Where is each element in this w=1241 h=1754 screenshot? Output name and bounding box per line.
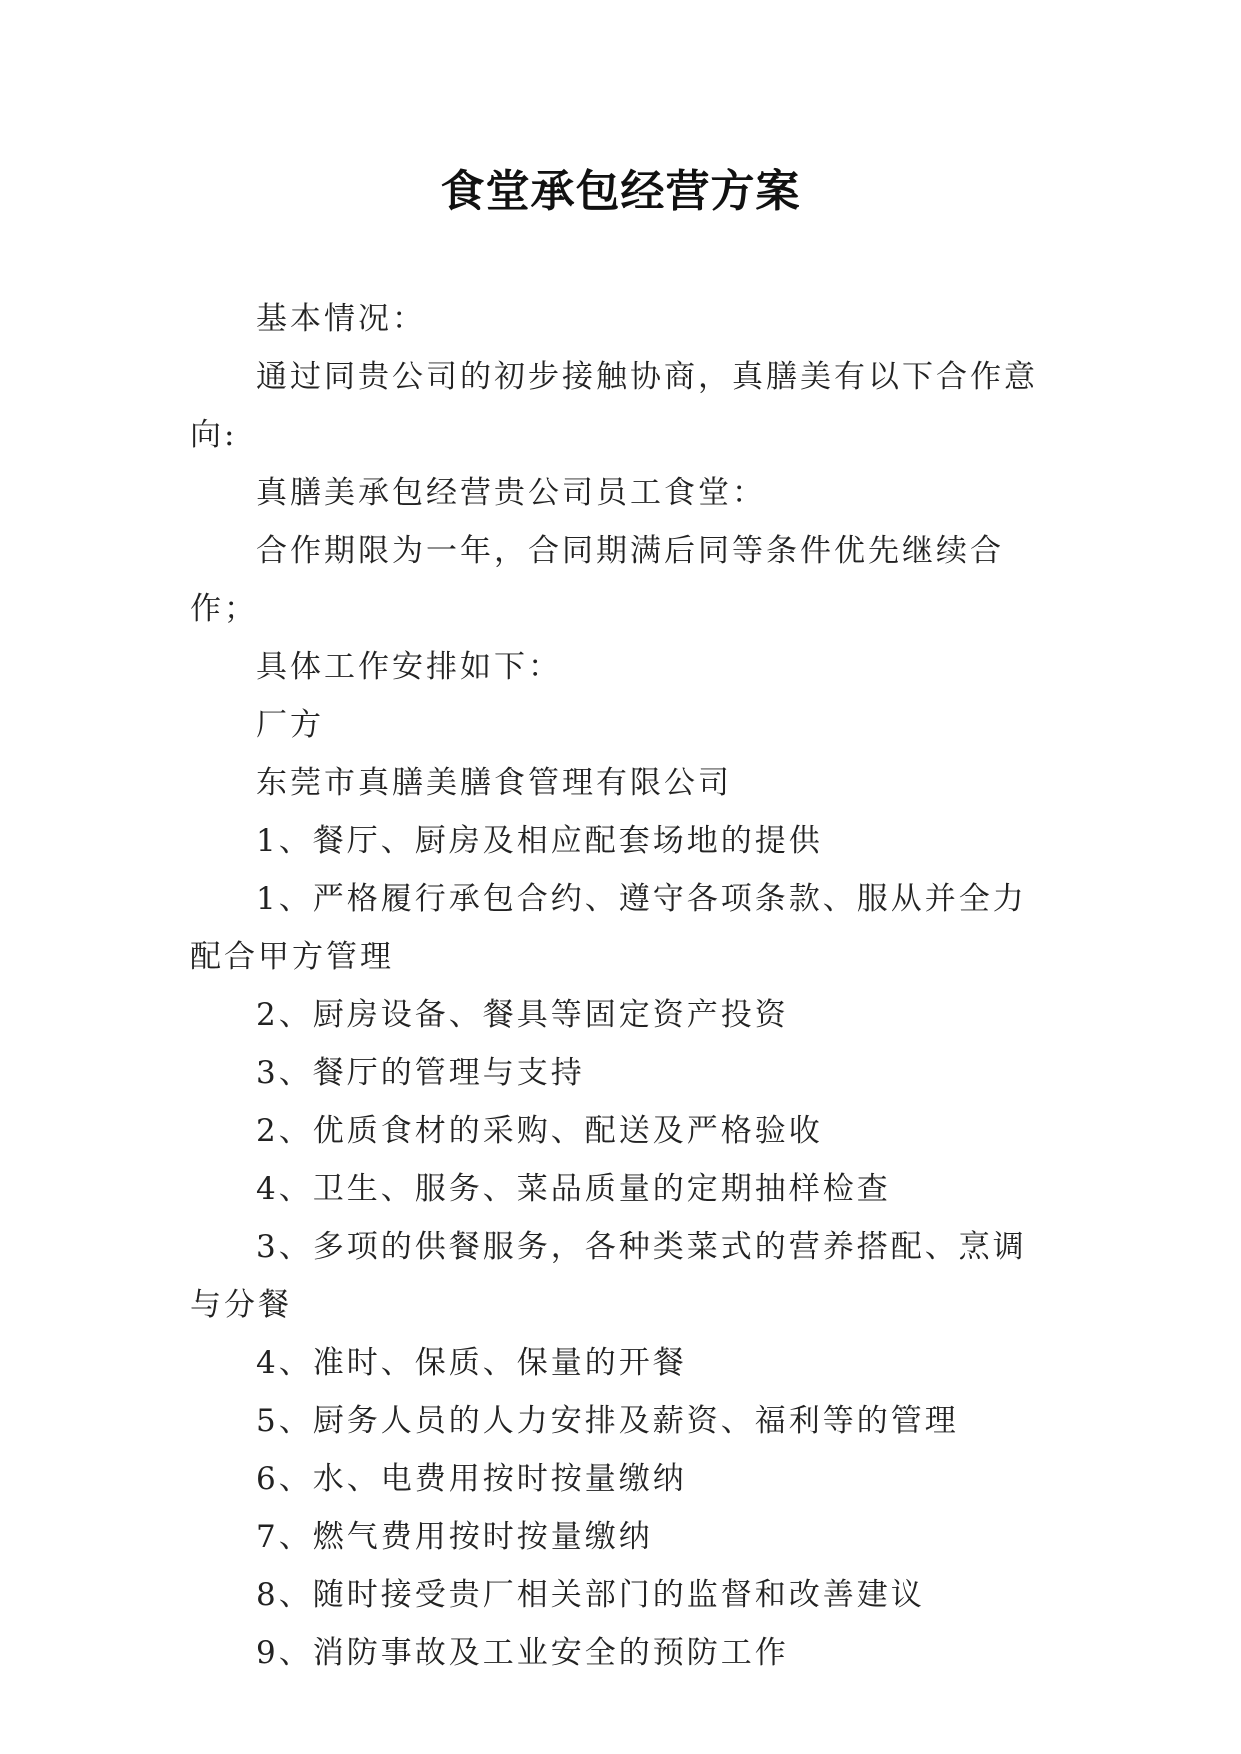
list-item: 7、燃气费用按时按量缴纳 [256,1519,653,1555]
list-item: 3、餐厅的管理与支持 [256,1055,585,1091]
paragraph-factory-party: 厂方 [256,707,324,743]
list-item: 2、优质食材的采购、配送及严格验收 [256,1113,823,1149]
paragraph-contract-canteen: 真膳美承包经营贵公司员工食堂： [256,475,766,511]
paragraph-company-name: 东莞市真膳美膳食管理有限公司 [256,765,732,801]
list-item: 4、卫生、服务、菜品质量的定期抽样检查 [256,1171,891,1207]
paragraph-arrangement: 具体工作安排如下： [256,649,562,685]
document-title: 食堂承包经营方案 [440,166,801,217]
list-item: 6、水、电费用按时按量缴纳 [256,1461,687,1497]
list-item: 1、严格履行承包合约、遵守各项条款、服从并全力配合甲方管理 [190,881,1027,975]
paragraph-intent: 通过同贵公司的初步接触协商，真膳美有以下合作意向: [190,359,1038,453]
list-item: 5、厨务人员的人力安排及薪资、福利等的管理 [256,1403,959,1439]
list-item: 9、消防事故及工业安全的预防工作 [256,1635,789,1671]
list-item: 4、准时、保质、保量的开餐 [256,1345,687,1381]
paragraph-term: 合作期限为一年，合同期满后同等条件优先继续合作； [190,533,1004,627]
list-item: 8、随时接受贵厂相关部门的监督和改善建议 [256,1577,925,1613]
document-body [190,290,1050,1682]
paragraph-basic-info: 基本情况： [256,301,426,337]
list-item: 2、厨房设备、餐具等固定资产投资 [256,997,789,1033]
list-item: 1、餐厅、厨房及相应配套场地的提供 [256,823,823,859]
list-item: 3、多项的供餐服务，各种类菜式的营养搭配、烹调与分餐 [190,1229,1027,1323]
